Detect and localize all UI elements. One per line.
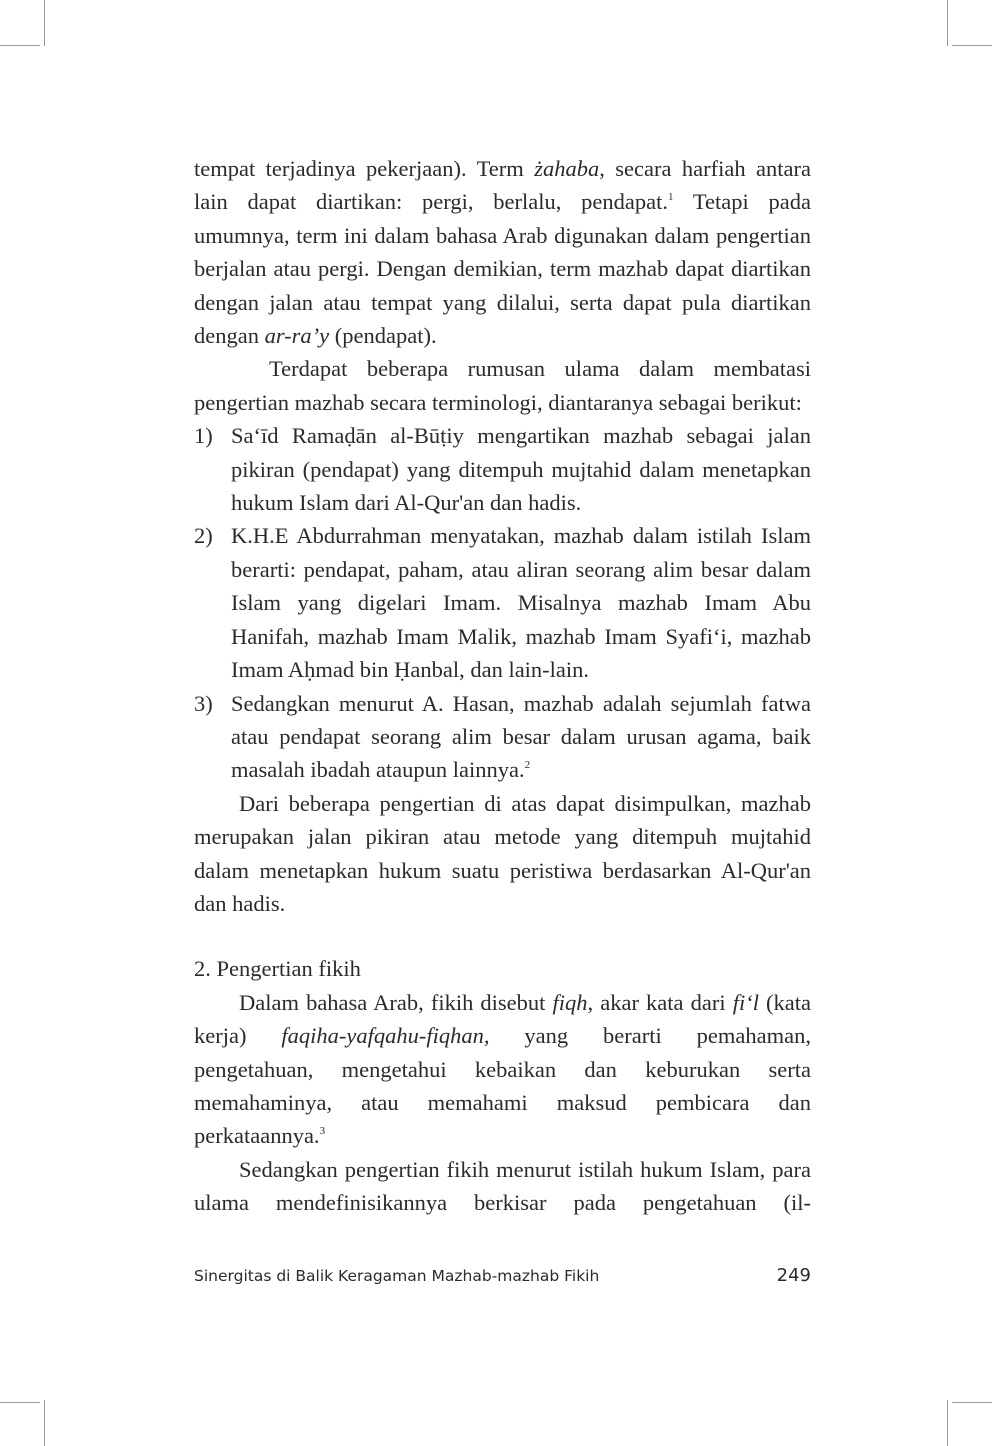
paragraph-conclusion: Dari beberapa pengertian di atas dapat disimpulkan, mazhab merupakan jalan pikiran atau metode yang ditempuh mujtahid dalam menetapkan hukum suatu peristiwa berdasarkan Al-Qur'an dan hadis. — [194, 790, 811, 916]
crop-mark — [0, 1402, 40, 1403]
crop-mark — [947, 0, 948, 46]
arabic-term: ar-ra’y — [264, 323, 330, 349]
text-run: tempat terjadinya pekerjaan). Term — [194, 156, 535, 181]
paragraph-fikih-etymology — [194, 986, 811, 1153]
list-number: 3) — [194, 690, 213, 716]
page-number: 249 — [776, 1265, 811, 1286]
arabic-term: fiqh — [552, 989, 588, 1015]
footnote-ref[interactable]: 2 — [524, 758, 531, 771]
definition-list — [194, 419, 811, 786]
list-number: 1) — [194, 423, 213, 449]
text-run: yang berarti pemahaman, pengetahuan, mengetahui kebaikan dan keburukan serta memahaminya, atau memahami maksud pembicara dan perkataannya. — [194, 1023, 811, 1149]
crop-mark — [947, 1400, 948, 1446]
footnote-ref[interactable]: 1 — [667, 190, 674, 203]
book-title: Sinergitas di Balik Keragaman Mazhab-mazhab Fikih — [194, 1267, 600, 1285]
paragraph-mazhab-etymology — [194, 152, 811, 352]
paragraph-terminology-intro: Terdapat beberapa rumusan ulama dalam membatasi pengertian mazhab secara terminologi, diantaranya sebagai berikut: — [194, 356, 811, 415]
crop-mark — [44, 0, 45, 46]
footnote-ref[interactable]: 3 — [319, 1124, 326, 1137]
page-body — [194, 152, 811, 1220]
running-footer — [194, 1265, 811, 1286]
list-item — [194, 519, 811, 686]
crop-mark — [952, 45, 992, 46]
paragraph-fikih-term: Sedangkan pengertian fikih menurut istilah hukum Islam, para ulama mendefinisikannya berkisar pada pengetahuan (il- — [194, 1156, 811, 1216]
crop-mark — [44, 1400, 45, 1446]
text-run: Dalam bahasa Arab, fikih disebut — [239, 989, 553, 1015]
text-run: (kata kerja) — [194, 989, 812, 1049]
crop-mark — [0, 45, 40, 46]
text-run: , secara harfiah antara lain dapat diartikan: pergi, berlalu, pendapat. — [194, 156, 811, 215]
text-run: (pendapat). — [329, 323, 437, 349]
arabic-term: faqiha-yafqahu-fiqhan, — [281, 1023, 490, 1049]
text-run: , akar kata dari — [587, 989, 733, 1015]
arabic-term: żahaba — [534, 156, 600, 181]
section-heading: 2. Pengertian fikih — [194, 956, 361, 982]
list-item — [194, 419, 811, 519]
list-item — [194, 687, 811, 787]
text-run: Tetapi pada umumnya, term ini dalam bahasa Arab digunakan dalam pengertian berjalan atau pergi. Dengan demikian, term mazhab dapat diartikan dengan jalan atau tempat yang dilalui, serta dapat pula diartikan dengan — [194, 189, 811, 349]
list-item-text: K.H.E Abdurrahman menyatakan, mazhab dalam istilah Islam berarti: pendapat, paham, atau aliran seorang alim besar dalam Islam yang digelari Imam. Misalnya mazhab Imam Abu Hanifah, mazhab Imam Malik, mazhab Imam Syafi‘i, mazhab Imam Aḥmad bin Ḥanbal, dan lain-lain. — [231, 523, 811, 683]
list-item-text: Sa‘īd Ramaḍān al-Būṭiy mengartikan mazhab sebagai jalan pikiran (pendapat) yang ditempuh mujtahid dalam menetapkan hukum Islam dari Al-Qur'an dan hadis. — [231, 423, 811, 516]
list-number: 2) — [194, 523, 213, 549]
list-item-text: Sedangkan menurut A. Hasan, mazhab adalah sejumlah fatwa atau pendapat seorang alim besar dalam urusan agama, baik masalah ibadah ataupun lainnya. — [231, 690, 811, 783]
arabic-term: fi‘l — [732, 989, 759, 1015]
crop-mark — [952, 1402, 992, 1403]
